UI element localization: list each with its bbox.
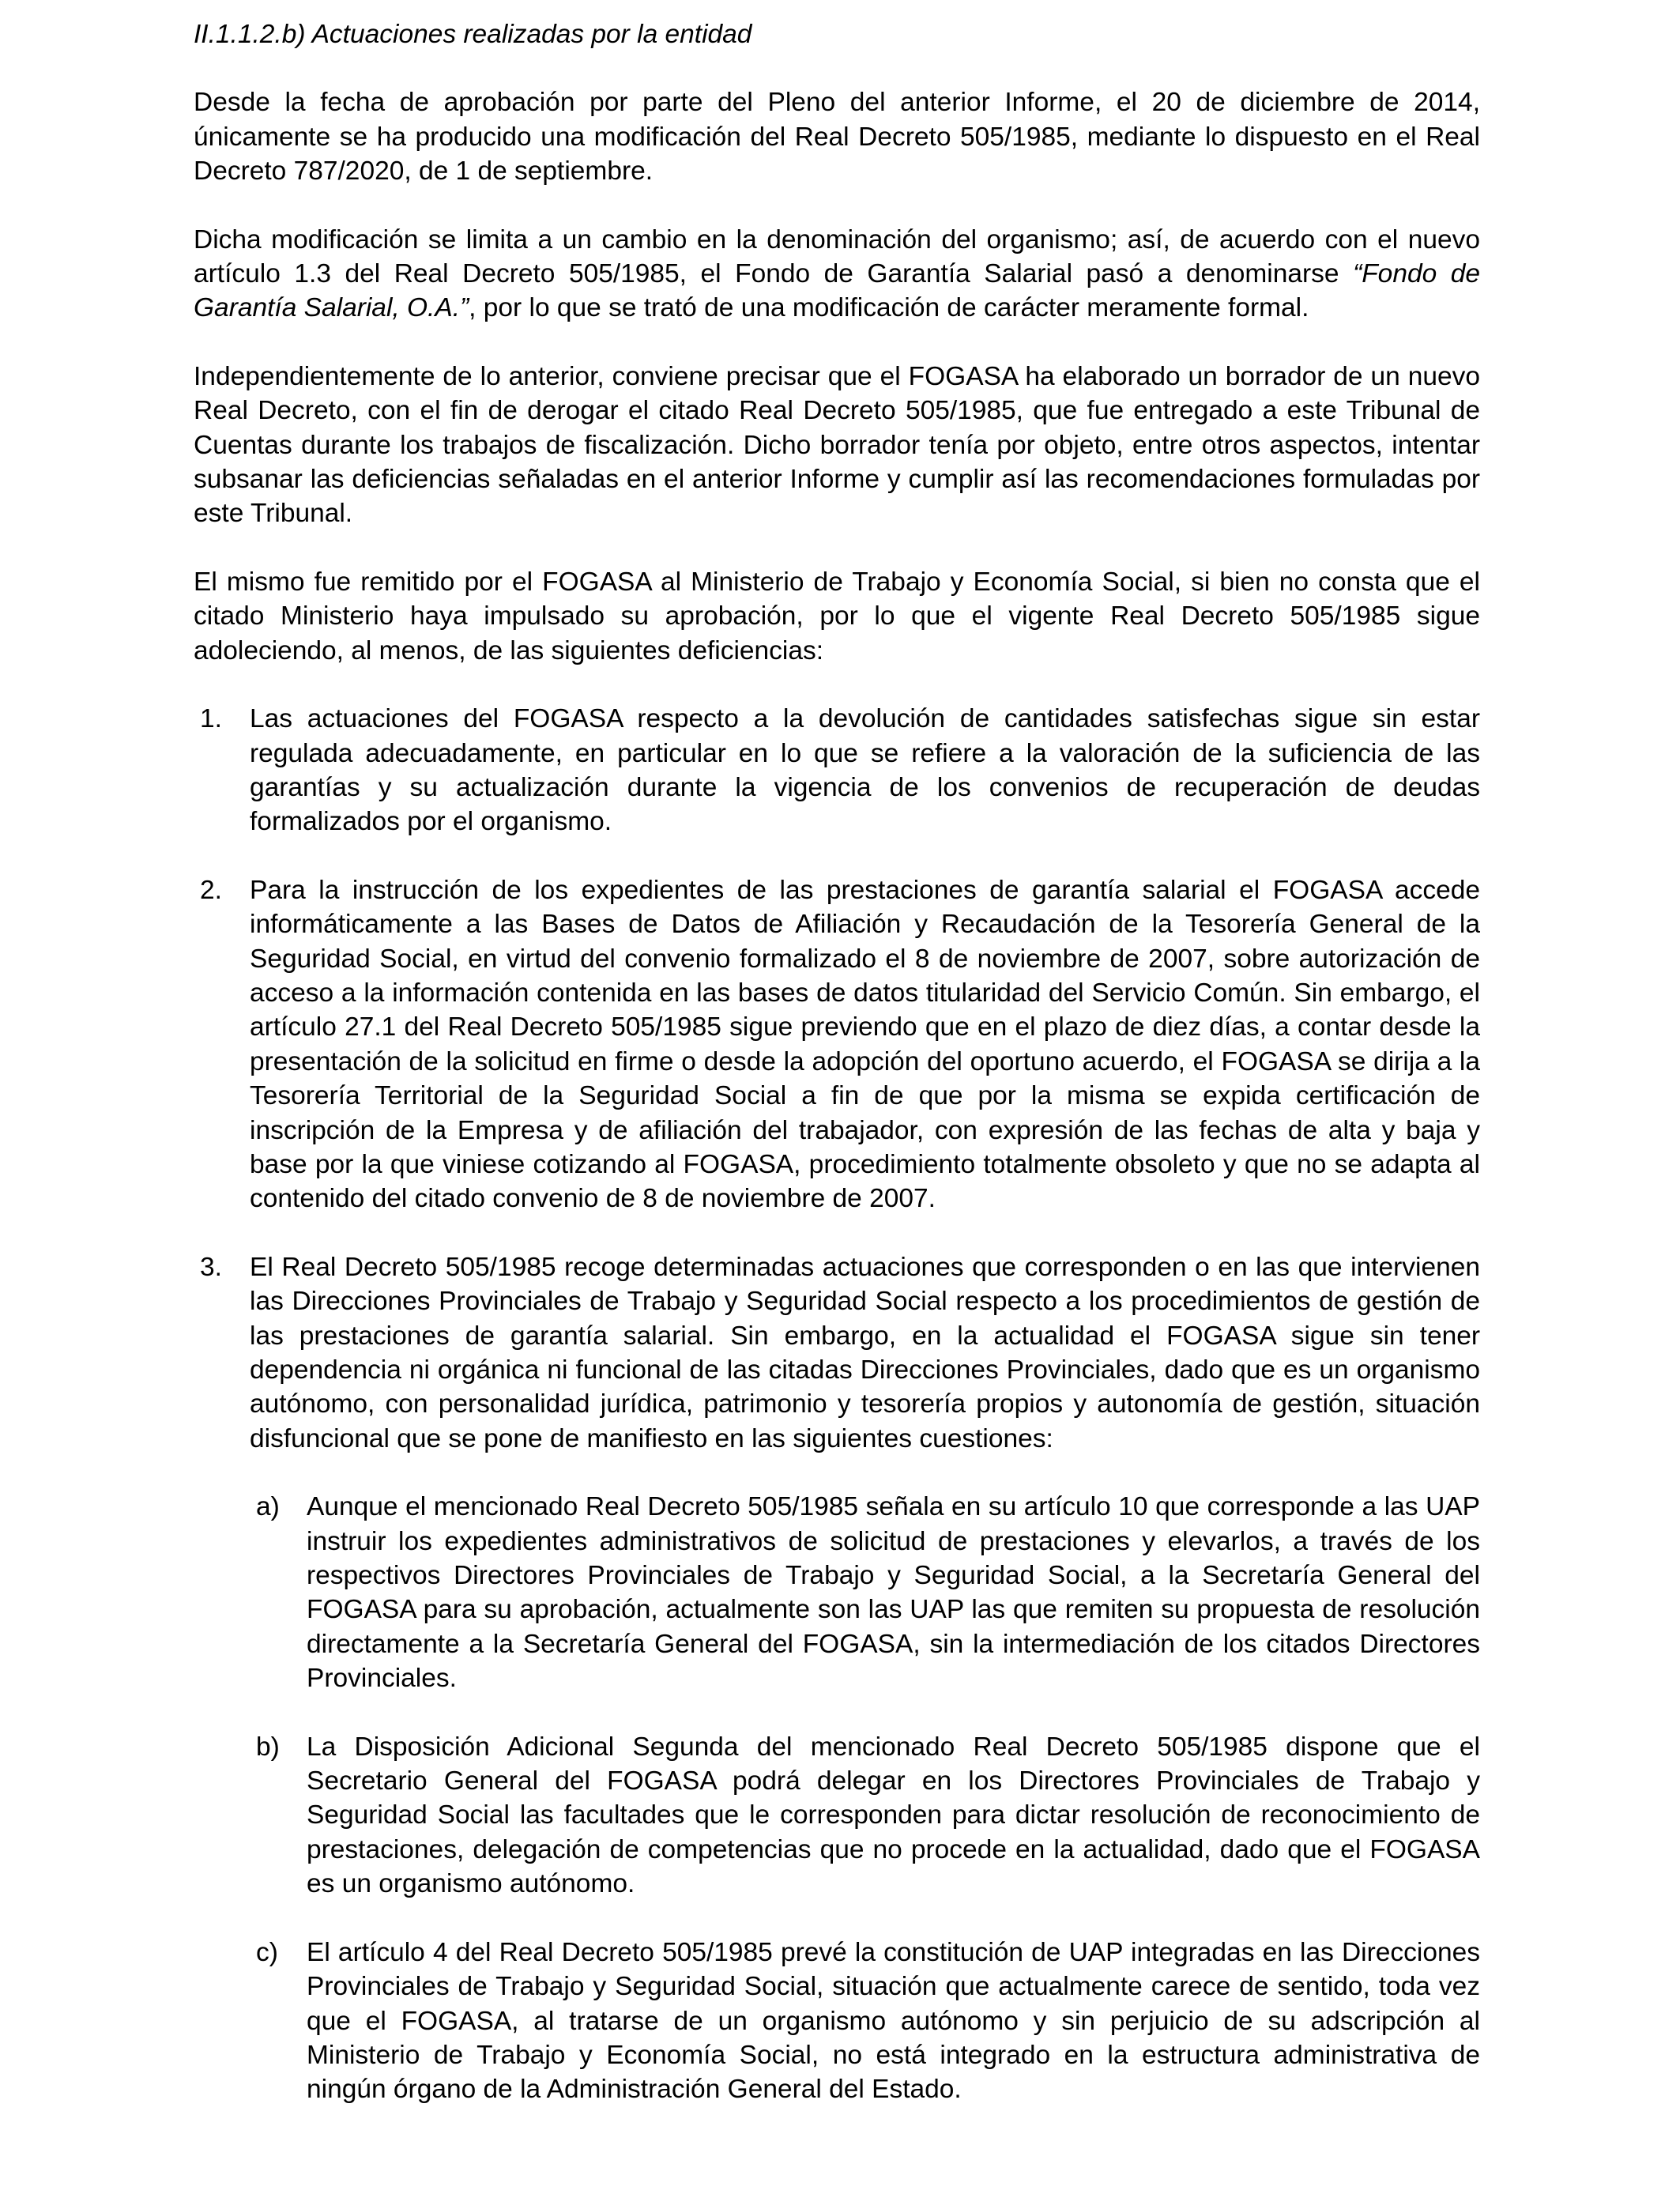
organism-name-quote: “Fondo de Garantía Salarial, O.A.” [194, 259, 1480, 323]
sub-list-item [250, 1730, 1480, 1902]
paragraph-modification-date: Desde la fecha de aprobación por parte del Pleno del anterior Informe, el 20 de diciembre de 2014, únicamente se ha producido una modificación del Real Decreto 505/1985, mediante lo dispuesto en el Real Decreto 787/2020, de 1 de septiembre. [194, 88, 1480, 187]
list-item [194, 873, 1480, 1216]
paragraph-name-change [194, 223, 1480, 326]
list-item-number: 3. [200, 1252, 222, 1282]
paragraph-name-change-text-start: Dicha modificación se limita a un cambio en la denominación del organismo; así, de acuerdo con el nuevo artículo 1.3 del Real Decreto 505/1985, el Fondo de Garantía Salarial pasó a denominarse [194, 224, 1480, 289]
sub-list-item-text: El artículo 4 del Real Decreto 505/1985 prevé la constitución de UAP integradas en las Direcciones Provinciales de Trabajo y Seguridad Social, situación que actualmente carece de sentido, toda vez que el FOGASA, al tratarse de un organismo autónomo y sin perjuicio de su adscripción al Ministerio de Trabajo y Economía Social, no está integrado en la estructura administrativa de ningún órgano de la Administración General del Estado. [307, 1937, 1480, 2105]
paragraph-ministry-referral: El mismo fue remitido por el FOGASA al Ministerio de Trabajo y Economía Social, si bien no consta que el citado Ministerio haya impulsado su aprobación, por lo que el vigente Real Decreto 505/1985 sigue adoleciendo, al menos, de las siguientes deficiencias: [194, 567, 1480, 665]
sub-list-item-text: La Disposición Adicional Segunda del mencionado Real Decreto 505/1985 dispone que el Secretario General del FOGASA podrá delegar en los Directores Provinciales de Trabajo y Seguridad Social las facultades que le corresponden para dictar resolución de reconocimiento de prestaciones, delegación de competencias que no procede en la actualidad, dado que el FOGASA es un organismo autónomo. [307, 1732, 1480, 1899]
sub-list-item [250, 1936, 1480, 2107]
sub-list-item-text: Aunque el mencionado Real Decreto 505/1985 señala en su artículo 10 que corresponde a las UAP instruir los expedientes administrativos de solicitud de prestaciones y elevarlos, a través de los respectivos Directores Provinciales de Trabajo y Seguridad Social, a la Secretaría General del FOGASA para su aprobación, actualmente son las UAP las que remiten su propuesta de resolución directamente a la Secretaría General del FOGASA, sin la intermediación de los citados Directores Provinciales. [307, 1492, 1480, 1694]
list-item-number: 1. [200, 704, 222, 734]
paragraph-name-change-text-end: , por lo que se trató de una modificación de carácter meramente formal. [469, 293, 1309, 323]
list-item [194, 1250, 1480, 2107]
list-item-text: El Real Decreto 505/1985 recoge determinadas actuaciones que corresponden o en las que intervienen las Direcciones Provinciales de Trabajo y Seguridad Social respecto a los procedimientos de gestión de las prestaciones de garantía salarial. Sin embargo, en la actualidad el FOGASA sigue sin tener dependencia ni orgánica ni funcional de las citadas Direcciones Provinciales, dado que es un organismo autónomo, con personalidad jurídica, patrimonio y tesorería propios y autonomía de gestión, situación disfuncional que se pone de manifiesto en las siguientes cuestiones: [250, 1252, 1480, 1453]
list-item-text: Las actuaciones del FOGASA respecto a la devolución de cantidades satisfechas sigue sin estar regulada adecuadamente, en particular en lo que se refiere a la valoración de la suficiencia de las garantías y su actualización durante la vigencia de los convenios de recuperación de deudas formalizados por el organismo. [250, 704, 1480, 837]
sub-list-item [250, 1490, 1480, 1695]
document-page [194, 17, 1480, 2141]
section-heading: II.1.1.2.b) Actuaciones realizadas por la entidad [194, 20, 752, 49]
paragraph-draft-decree: Independientemente de lo anterior, conviene precisar que el FOGASA ha elaborado un borrador de un nuevo Real Decreto, con el fin de derogar el citado Real Decreto 505/1985, que fue entregado a este Tribunal de Cuentas durante los trabajos de fiscalización. Dicho borrador tenía por objeto, entre otros aspectos, intentar subsanar las deficiencias señaladas en el anterior Informe y cumplir así las recomendaciones formuladas por este Tribunal. [194, 361, 1480, 529]
sub-list-item-letter: a) [256, 1492, 280, 1522]
sub-list-item-letter: c) [256, 1937, 278, 1967]
list-item-number: 2. [200, 875, 222, 905]
list-item-text: Para la instrucción de los expedientes de las prestaciones de garantía salarial el FOGASA accede informáticamente a las Bases de Datos de Afiliación y Recaudación de la Tesorería General de la Seguridad Social, en virtud del convenio formalizado el 8 de noviembre de 2007, sobre autorización de acceso a la información contenida en las bases de datos titularidad del Servicio Común. Sin embargo, el artículo 27.1 del Real Decreto 505/1985 sigue previendo que en el plazo de diez días, a contar desde la presentación de la solicitud en firme o desde la adopción del oportuno acuerdo, el FOGASA se dirija a la Tesorería Territorial de la Seguridad Social a fin de que por la misma se expida certificación de inscripción de la Empresa y de afiliación del trabajador, con expresión de las fechas de alta y baja y base por la que viniese cotizando al FOGASA, procedimiento totalmente obsoleto y que no se adapta al contenido del citado convenio de 8 de noviembre de 2007. [250, 875, 1480, 1214]
sub-list-item-letter: b) [256, 1732, 280, 1762]
sub-list [250, 1490, 1480, 2107]
list-item [194, 702, 1480, 839]
